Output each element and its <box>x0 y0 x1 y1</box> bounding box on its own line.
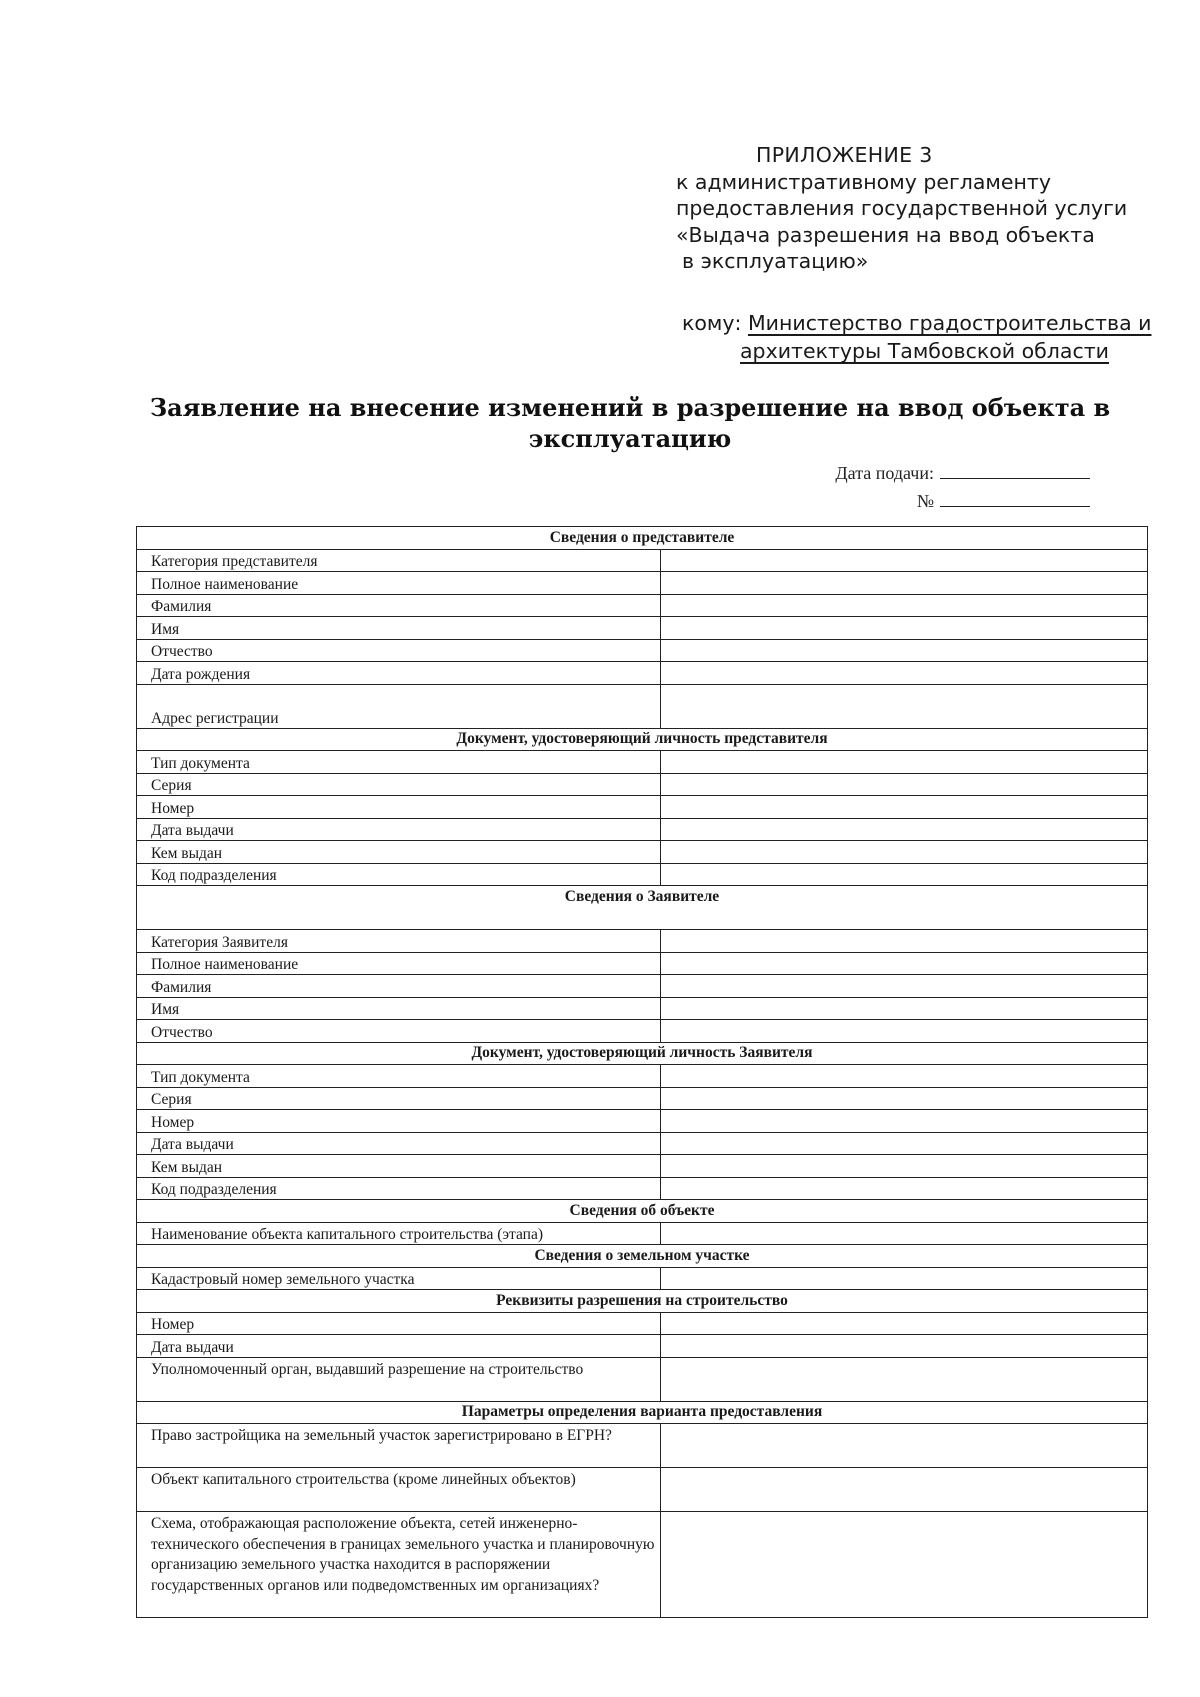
field-label: Наименование объекта капитального строительства (этапа) <box>137 1222 661 1245</box>
field-label: Номер <box>137 796 661 819</box>
field-value-cell[interactable] <box>661 930 1148 953</box>
field-value-cell[interactable] <box>661 952 1148 975</box>
section-header: Документ, удостоверяющий личность Заявителя <box>137 1042 1148 1065</box>
appendix-line: предоставления государственной услуги <box>676 196 1128 220</box>
field-label: Дата выдачи <box>137 818 661 841</box>
section-header: Сведения о представителе <box>137 527 1148 550</box>
field-value-cell[interactable] <box>661 549 1148 572</box>
submission-date-field[interactable] <box>940 460 1090 479</box>
field-label: Категория Заявителя <box>137 930 661 953</box>
field-value-cell[interactable] <box>661 1065 1148 1088</box>
field-label: Серия <box>137 773 661 796</box>
field-value-cell[interactable] <box>661 841 1148 864</box>
field-value-cell[interactable] <box>661 1468 1148 1512</box>
field-value-cell[interactable] <box>661 1087 1148 1110</box>
field-label: Серия <box>137 1087 661 1110</box>
field-label: Отчество <box>137 1020 661 1043</box>
field-label: Право застройщика на земельный участок зарегистрировано в ЕГРН? <box>137 1424 661 1468</box>
field-value-cell[interactable] <box>661 572 1148 595</box>
field-label: Категория представителя <box>137 549 661 572</box>
field-value-cell[interactable] <box>661 639 1148 662</box>
field-label: Уполномоченный орган, выдавший разрешение на строительство <box>137 1357 661 1401</box>
field-value-cell[interactable] <box>661 818 1148 841</box>
field-value-cell[interactable] <box>661 1512 1148 1618</box>
field-value-cell[interactable] <box>661 796 1148 819</box>
field-label: Код подразделения <box>137 1177 661 1200</box>
section-header: Документ, удостоверяющий личность представителя <box>137 728 1148 751</box>
field-value-cell[interactable] <box>661 1155 1148 1178</box>
submission-number-label: № <box>916 491 934 511</box>
field-label: Код подразделения <box>137 863 661 886</box>
field-label: Дата рождения <box>137 662 661 685</box>
field-value-cell[interactable] <box>661 1222 1148 1245</box>
field-label: Полное наименование <box>137 952 661 975</box>
field-label: Имя <box>137 997 661 1020</box>
field-value-cell[interactable] <box>661 1020 1148 1043</box>
field-label: Дата выдачи <box>137 1132 661 1155</box>
recipient-block <box>682 309 1152 365</box>
appendix-line: «Выдача разрешения на ввод объекта <box>676 222 1095 247</box>
field-value-cell[interactable] <box>661 594 1148 617</box>
field-label: Отчество <box>137 639 661 662</box>
field-value-cell[interactable] <box>661 684 1148 728</box>
field-value-cell[interactable] <box>661 1312 1148 1335</box>
field-value-cell[interactable] <box>661 1177 1148 1200</box>
field-value-cell[interactable] <box>661 1357 1148 1401</box>
field-label: Тип документа <box>137 751 661 774</box>
document-title-line1: Заявление на внесение изменений в разрешение на ввод объекта в <box>149 393 1111 422</box>
field-label: Имя <box>137 617 661 640</box>
field-value-cell[interactable] <box>661 773 1148 796</box>
field-value-cell[interactable] <box>661 617 1148 640</box>
field-label: Кем выдан <box>137 1155 661 1178</box>
section-header: Сведения о земельном участке <box>137 1245 1148 1268</box>
field-label: Объект капитального строительства (кроме линейных объектов) <box>137 1468 661 1512</box>
field-label: Кадастровый номер земельного участка <box>137 1267 661 1290</box>
submission-number-field[interactable] <box>940 488 1090 507</box>
field-value-cell[interactable] <box>661 1110 1148 1133</box>
field-value-cell[interactable] <box>661 751 1148 774</box>
section-header: Параметры определения варианта предоставления <box>137 1401 1148 1424</box>
field-label: Полное наименование <box>137 572 661 595</box>
recipient-name-line1: Министерство градостроительства и <box>747 311 1152 335</box>
recipient-name-line2: архитектуры Тамбовской области <box>740 339 1109 363</box>
field-value-cell[interactable] <box>661 1267 1148 1290</box>
submission-date-label: Дата подачи: <box>835 463 934 483</box>
field-label: Тип документа <box>137 1065 661 1088</box>
field-label: Кем выдан <box>137 841 661 864</box>
section-header: Сведения о Заявителе <box>137 886 1148 930</box>
field-label: Номер <box>137 1312 661 1335</box>
field-label: Дата выдачи <box>137 1335 661 1358</box>
field-label: Фамилия <box>137 594 661 617</box>
application-form-table <box>136 526 1148 1618</box>
field-value-cell[interactable] <box>661 662 1148 685</box>
document-title <box>130 392 1130 454</box>
appendix-title: ПРИЛОЖЕНИЕ 3 <box>756 143 933 167</box>
appendix-line: к административному регламенту <box>676 169 1051 194</box>
document-title-line2: эксплуатацию <box>528 424 732 453</box>
field-value-cell[interactable] <box>661 975 1148 998</box>
section-header: Сведения об объекте <box>137 1200 1148 1223</box>
appendix-header <box>676 142 1146 275</box>
field-label: Фамилия <box>137 975 661 998</box>
section-header: Реквизиты разрешения на строительство <box>137 1290 1148 1313</box>
field-value-cell[interactable] <box>661 1132 1148 1155</box>
recipient-label: кому: <box>682 311 742 335</box>
field-value-cell[interactable] <box>661 1335 1148 1358</box>
field-label: Схема, отображающая расположение объекта, сетей инженерно-технического обеспечения в границах земельного участка и планировочную организацию земельного участка находится в распоряжении государственных органов или подведомственных им организациях? <box>137 1512 661 1618</box>
submission-meta <box>760 459 1090 515</box>
field-value-cell[interactable] <box>661 863 1148 886</box>
appendix-line: в эксплуатацию» <box>682 249 869 273</box>
field-label: Адрес регистрации <box>137 684 661 728</box>
field-value-cell[interactable] <box>661 1424 1148 1468</box>
field-label: Номер <box>137 1110 661 1133</box>
field-value-cell[interactable] <box>661 997 1148 1020</box>
